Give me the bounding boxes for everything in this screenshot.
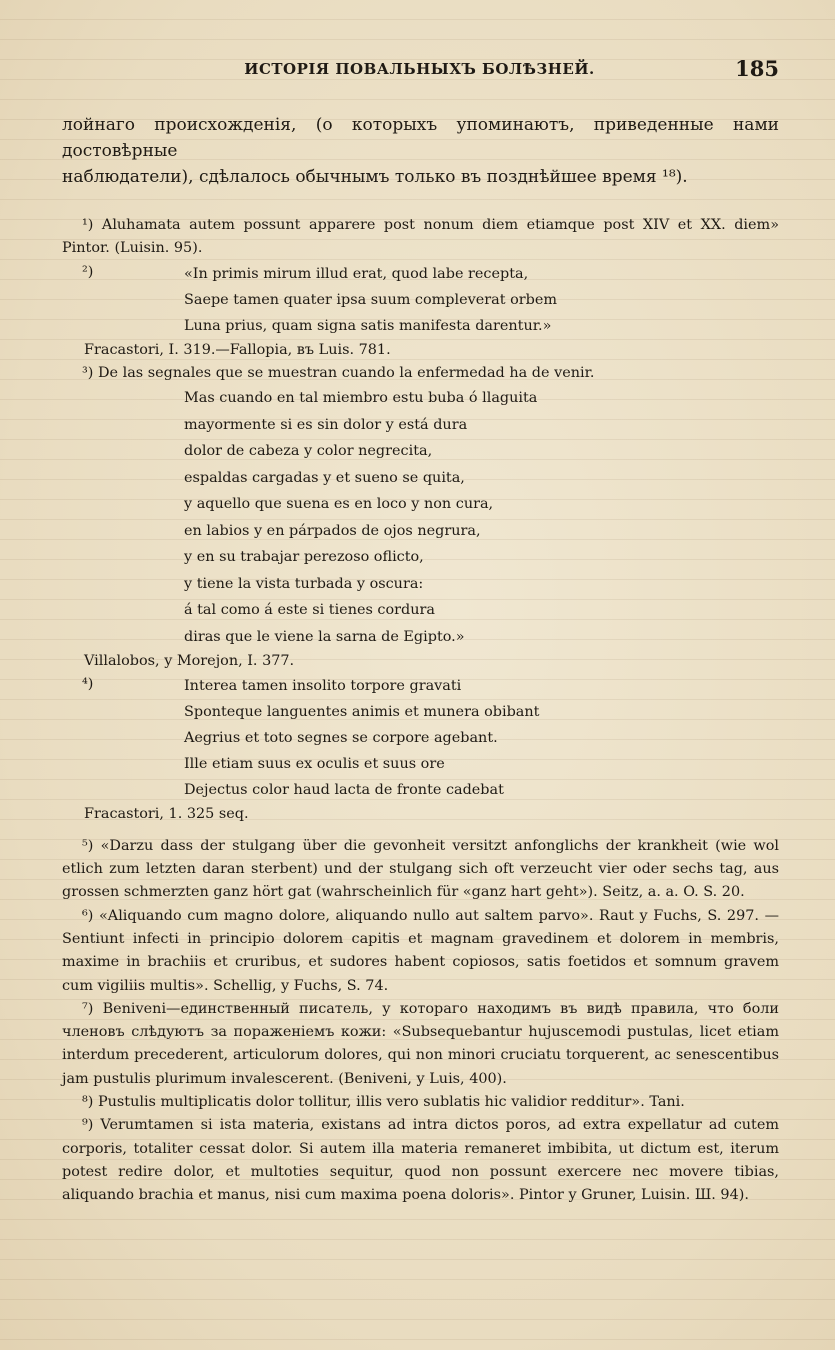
footnote-6: ⁶) «Aliquando cum magno dolore, aliquando nullo aut saltem parvo». Raut y Fuchs, S. 297. — Sentiunt infecti in principio dolorem capitis et magnam gravedinem et dolorem in membris, maxime in brachiis et cruribus, et sudores habent copiosos, satis foetidos et somnum gravem cum vigiliis multis». Schellig, y Fuchs, S. 74.: [62, 907, 779, 994]
footnote-attribution: Villalobos, y Morejon, I. 377.: [84, 653, 295, 670]
footnote-attribution: Fracastori, I. 319.—Fallopia, въ Luis. 781.: [84, 341, 391, 358]
footnote-3-intro: ³) De las segnales que se muestran cuando la enfermedad ha de venir.: [82, 364, 595, 381]
verse-line: en labios y en párpados de ojos negrura,: [184, 522, 481, 539]
footnote-2: [62, 261, 779, 339]
footnote-1: ¹) Aluhamata autem possunt apparere post nonum diem etiamque post XIV et XX. diem» Pintor. (Luisin. 95).: [62, 217, 779, 257]
verse-line: Interea tamen insolito torpore gravati: [184, 678, 462, 695]
page-number: 185: [735, 56, 779, 81]
main-text: [62, 112, 779, 190]
footnote-7: ⁷) Beniveni—единственный писатель, у котораго находимъ въ видѣ правила, что боли членовъ слѣдуютъ за пораженіемъ кожи: «Subsequebantur hujuscemodi pustulas, licet etiam interdum precederent, articulorum dolores, qui non minori cruciatu torquerent, ac senescentibus jam pustulis plurimum invalescerent. (Beniveni, y Luis, 400).: [62, 1000, 779, 1087]
verse-line: Sponteque languentes animis et munera obibant: [184, 704, 540, 721]
verse-line: á tal como á este si tienes cordura: [184, 602, 435, 619]
verse-line: Aegrius et toto segnes se corpore agebant.: [184, 730, 498, 747]
verse-block: [62, 385, 779, 650]
footnotes: [62, 214, 779, 1208]
verse-line: Ille etiam suus ex oculis et suus ore: [184, 756, 445, 773]
verse-line: Luna prius, quam signa satis manifesta darentur.»: [184, 317, 552, 334]
main-text-line: наблюдатели), сдѣлалось обычнымъ только въ позднѣйшее время ¹⁸).: [62, 167, 688, 187]
verse-line: y en su trabajar perezoso oflicto,: [184, 549, 424, 566]
verse-line: y aquello que suena es en loco y non cura,: [184, 496, 494, 513]
main-text-line: лойнаго происхожденія, (о которыхъ упоминаютъ, приведенные нами достовѣрные: [62, 115, 779, 161]
verse-line: diras que le viene la sarna de Egipto.»: [184, 628, 465, 645]
verse-line: Dejectus color haud lacta de fronte cadebat: [184, 782, 504, 799]
running-title: ИСТОРІЯ ПОВАЛЬНЫХЪ БОЛѢЗНЕЙ.: [244, 60, 595, 78]
verse-line: dolor de cabeza y color negrecita,: [184, 443, 433, 460]
verse-line: Mas cuando en tal miembro estu buba ó llaguita: [184, 390, 538, 407]
verse-line: espaldas cargadas y et sueno se quita,: [184, 469, 465, 486]
verse-line: mayormente si es sin dolor y está dura: [184, 416, 468, 433]
footnote-8: ⁸) Pustulis multiplicatis dolor tollitur, illis vero sublatis hic validior redditur». Tani.: [82, 1094, 685, 1111]
verse-block: [184, 261, 779, 339]
verse-line: y tiene la vista turbada y oscura:: [184, 575, 424, 592]
verse-line: «In primis mirum illud erat, quod labe recepta,: [184, 265, 529, 282]
footnote-9: ⁹) Verumtamen si ista materia, existans ad intra dictos poros, ad extra expellatur ad cutem corporis, totaliter cessat dolor. Si autem illa materia remaneret imbibita, ut dictum est, iterum potest redire dolor, et multoties sequitur, quod non possunt exercere nec movere tibias, aliquando brachia et manus, nisi cum maxima poena doloris». Pintor y Gruner, Luisin. Ш. 94).: [62, 1117, 779, 1204]
footnote-attribution: Fracastori, 1. 325 seq.: [84, 806, 249, 823]
verse-block: [184, 673, 779, 803]
footnote-marker: ⁴): [82, 676, 94, 693]
footnote-4: [62, 673, 779, 803]
page-header: [60, 56, 779, 84]
footnote-marker: ²): [82, 263, 94, 280]
footnote-5: ⁵) «Darzu dass der stulgang über die gevonheit versitzt anfonglichs der krankheit (wie wol etlich zum letzten daran sterbent) und der stulgang sich oft verzeucht vier oder sechs tag, aus grossen schmerzten ganz hört gat (wahrscheinlich für «ganz hart geht»). Seitz, a. a. O. S. 20.: [62, 837, 779, 901]
verse-line: Saepe tamen quater ipsa suum compleverat orbem: [184, 291, 558, 308]
